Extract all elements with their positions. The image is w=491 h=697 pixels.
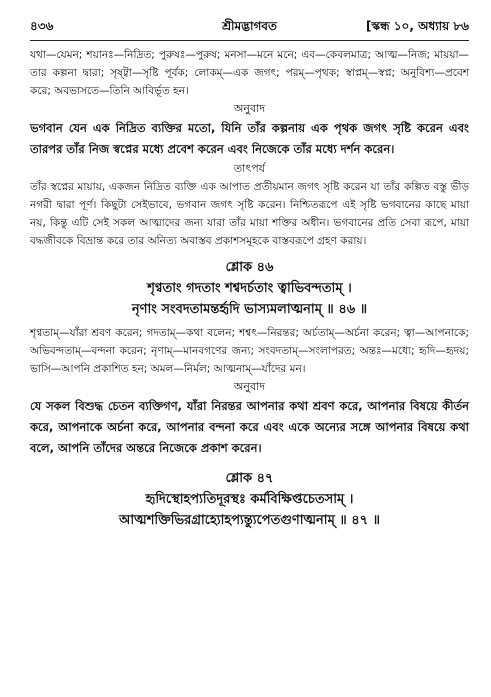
purport-paragraph: তাঁর স্বপ্নের মায়ায়, একজন নিদ্রিত ব্যক্তি এক আপাত প্রতীয়মান জগৎ সৃষ্টি করেন যা তাঁর কল্পিত বস্তু ভীড় নগরী দ্বারা পূর্ণ। কিছুটা সেইভাবে, ভগবান জগৎ সৃষ্টি করেন। নিশ্চিতরূপে এই সৃষ্টি ভগবানের কাছে মায়া নয়, কিন্তু এটি সেই সকল আত্মাদের জন্য যারা তাঁর মায়া শক্তির অধীন। ভগবানের প্রতি সেবা রূপে, মায়া বদ্ধজীবকে বিভ্রান্ত করে তার অনিত্য অবাস্তব প্রকাশসমূহকে বাস্তবরূপে গ্রহণ করায়।	[30, 181, 469, 247]
translation-heading-2: অনুবাদ	[233, 380, 266, 393]
shloka-47-line-2: আত্মশক্তিভিরগ্রাহ্যোহপ্যন্ত্যুপেতগুণাত্মনাম্ ॥ ৪৭ ॥	[119, 513, 380, 528]
translation-paragraph-2: যে সকল বিশুদ্ধ চেতন ব্যক্তিগণ, যাঁরা নিরন্তর আপনার কথা শ্রবণ করে, আপনার বিষয়ে কীর্তন করে, আপনাকে অর্চনা করে, আপনার বন্দনা করে এবং একে অন্যের সঙ্গে আপনার বিষয়ে কথা বলে, আপনি তাঁদের অন্তরে নিজেকে প্রকাশ করেন।	[30, 399, 469, 455]
synonyms-paragraph-2: শৃণ্বতাম্—যাঁরা শ্রবণ করেন; গদতাম্—কথা বলেন; শশ্বৎ—নিরন্তর; অর্চতাম্—অর্চনা করেন; ত্বা—আপনাকে; অভিবন্দতাম্—বন্দনা করেন; নৃণাম্—মানবগণের জন্য; সংবদতাম্—সংলাপরত; অন্তঃ—মধ্যে; হৃদি—হৃদয়; ভাসি—আপনি প্রকাশিত হন; অমল—নির্মল; আত্মনাম্—যাঁদের মন।	[30, 327, 469, 375]
translation-paragraph-1: ভগবান যেন এক নিদ্রিত ব্যক্তির মতো, যিনি তাঁর কল্পনায় এক পৃথক জগৎ সৃষ্টি করেন এবং তারপর তাঁর নিজ স্বপ্নের মধ্যে প্রবেশ করেন এবং নিজেকে তাঁর মধ্যে দর্শন করেন।	[30, 121, 469, 156]
translation-heading-1: অনুবাদ	[233, 102, 266, 115]
page-content	[30, 46, 469, 531]
page-number: ৪৩৬	[30, 19, 54, 33]
synonyms-paragraph-1: যথা—যেমন; শয়ানঃ—নিদ্রিত; পুরুষঃ—পুরুষ; মনসা—মনে মনে; এব—কেবলমাত্র; আত্ম—নিজ; মায়য়া—তার কল্পনা দ্বারা; সৃষ্ট্বা—সৃষ্টি পূর্বক; লোকম্—এক জগৎ; পরম্—পৃথক; স্বাপ্নম্—স্বপ্ন; অনুবিশ্য—প্রবেশ করে; অবভাসতে—তিনি আবির্ভূত হন।	[30, 49, 469, 97]
header-rule	[30, 40, 469, 41]
section-reference: [স্কন্ধ ১০, অধ্যায় ৮৬	[365, 19, 469, 33]
purport-heading: তাৎপর্য	[233, 162, 266, 175]
book-title: শ্রীমদ্ভাগবত	[221, 19, 277, 33]
shloka-46-line-1: শৃণ্বতাং গদতাং শশ্বদর্চতাং ত্বাভিবন্দতাম্ ।	[147, 281, 352, 296]
shloka-46-line-2: নৃণাং সংবদতামন্তর্হৃদি ভাস্যমলাত্মনাম্ ॥ ৪৬ ॥	[131, 302, 368, 317]
shloka-47-line-1: হৃদিস্থোহপ্যতিদূরস্থঃ কর্মবিক্ষিপ্তচেতসাম্ ।	[145, 492, 354, 507]
page-header	[30, 18, 469, 36]
shloka-47-heading: শ্লোক ৪৭	[225, 471, 274, 486]
shloka-46-heading: শ্লোক ৪৬	[225, 260, 274, 275]
